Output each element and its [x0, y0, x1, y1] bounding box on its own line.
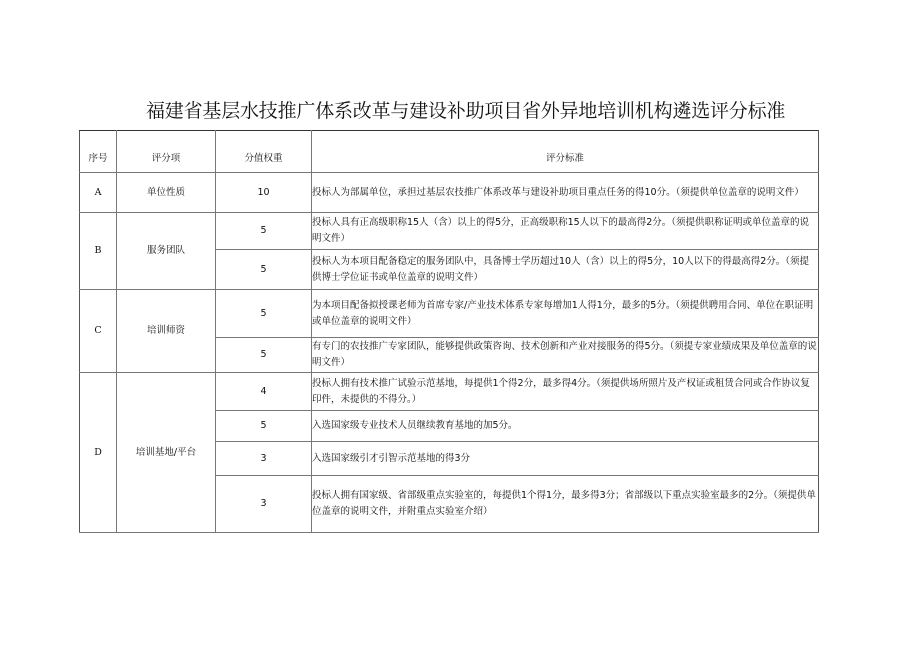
section-code: C — [80, 290, 117, 373]
weight-cell: 5 — [216, 338, 312, 373]
section-code: B — [80, 213, 117, 290]
weight-cell: 5 — [216, 250, 312, 290]
criteria-cell: 投标人为本项目配备稳定的服务团队中，具备博士学历超过10人（含）以上的得5分，10人以下的得最高得2分。（须提供博士学位证书或单位盖章的说明文件） — [312, 250, 819, 290]
header-weight: 分值权重 — [216, 131, 312, 173]
section-code: D — [80, 373, 117, 533]
criteria-cell: 投标人为部属单位，承担过基层农技推广体系改革与建设补助项目重点任务的得10分。（须提供单位盖章的说明文件） — [312, 173, 819, 213]
table-row — [80, 373, 819, 411]
header-standard: 评分标准 — [312, 131, 819, 173]
weight-cell: 5 — [216, 411, 312, 442]
weight-cell: 10 — [216, 173, 312, 213]
criteria-cell: 投标人具有正高级职称15人（含）以上的得5分，正高级职称15人以下的最高得2分。（须提供职称证明或单位盖章的说明文件） — [312, 213, 819, 250]
weight-cell: 4 — [216, 373, 312, 411]
criteria-cell: 投标人拥有国家级、省部级重点实验室的，每提供1个得1分，最多得3分；省部级以下重点实验室最多的2分。（须提供单位盖章的说明文件，并附重点实验室介绍） — [312, 476, 819, 533]
table-row — [80, 173, 819, 213]
criteria-cell: 入选国家级引才引智示范基地的得3分 — [312, 442, 819, 476]
criteria-cell: 有专门的农技推广专家团队，能够提供政策咨询、技术创新和产业对接服务的得5分。（须提专家业绩成果及单位盖章的说明文件） — [312, 338, 819, 373]
section-item: 单位性质 — [117, 173, 216, 213]
section-item: 培训基地/平台 — [117, 373, 216, 533]
section-code: A — [80, 173, 117, 213]
scoring-table — [79, 130, 819, 533]
header-item: 评分项 — [117, 131, 216, 173]
criteria-cell: 为本项目配备拟授课老师为首席专家/产业技术体系专家每增加1人得1分，最多的5分。（须提供聘用合同、单位在职证明或单位盖章的说明文件） — [312, 290, 819, 338]
weight-cell: 3 — [216, 476, 312, 533]
page-title: 福建省基层水技推广体系改革与建设补助项目省外异地培训机构遴选评分标准 — [146, 100, 786, 122]
section-item: 服务团队 — [117, 213, 216, 290]
weight-cell: 3 — [216, 442, 312, 476]
criteria-cell: 投标人拥有技术推广试验示范基地，每提供1个得2分，最多得4分。（须提供场所照片及产权证或租赁合同或合作协议复印件，未提供的不得分。） — [312, 373, 819, 411]
table-row — [80, 213, 819, 250]
section-item: 培训师资 — [117, 290, 216, 373]
criteria-cell: 入选国家级专业技术人员继续教育基地的加5分。 — [312, 411, 819, 442]
header-no: 序号 — [80, 131, 117, 173]
weight-cell: 5 — [216, 213, 312, 250]
table-row — [80, 290, 819, 338]
table-header-row — [80, 131, 819, 173]
weight-cell: 5 — [216, 290, 312, 338]
